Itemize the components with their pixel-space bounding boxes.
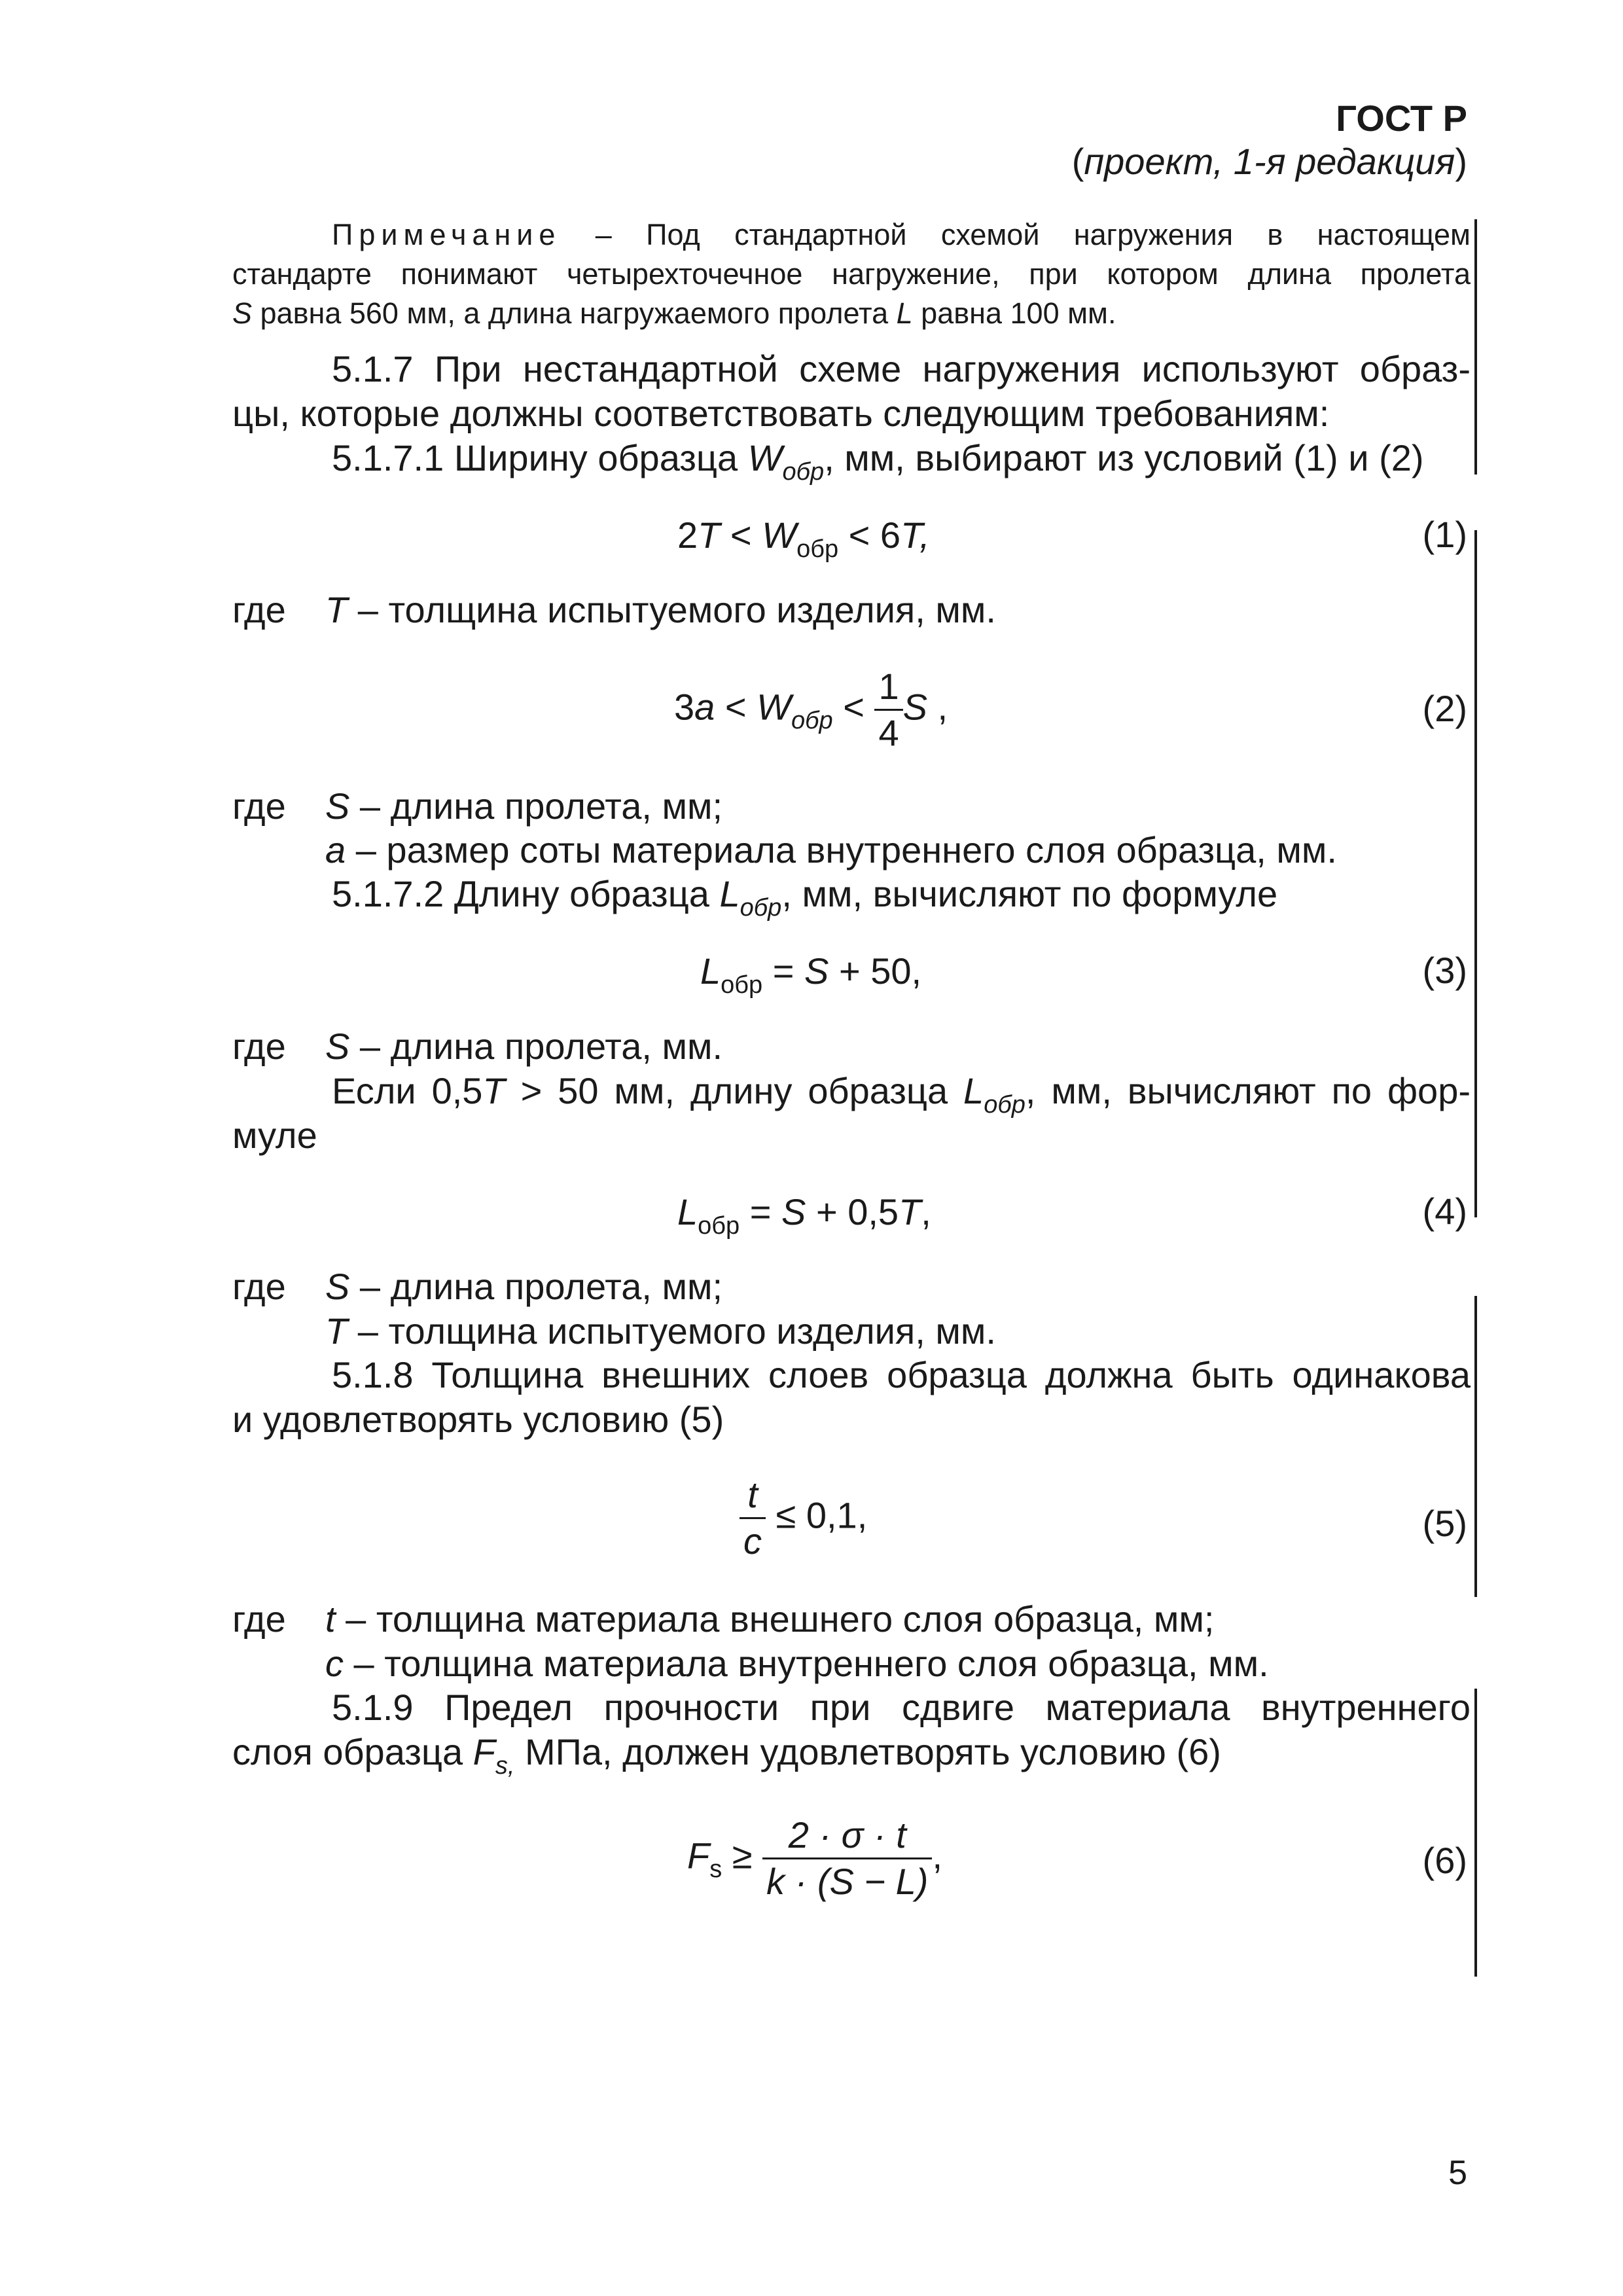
paragraph-5-1-8-line-1: 5.1.8 Толщина внешних слоев образца должна быть одинакова (332, 1354, 1471, 1395)
equation-number: (1) (1422, 514, 1467, 555)
text: Если 0,5 (332, 1070, 483, 1111)
eq-text: + 0,5 (806, 1191, 899, 1232)
var-a: a (325, 829, 346, 870)
eq-text: 2 (677, 514, 698, 556)
var-s: S (325, 1026, 350, 1067)
eq-text: = (762, 950, 805, 992)
var-s: S (902, 686, 927, 728)
var-c: c (325, 1643, 344, 1684)
change-bar (1474, 530, 1477, 1217)
var-s: S (804, 950, 829, 992)
fraction-numerator: 1 (878, 666, 899, 707)
change-bar (1474, 1689, 1477, 1977)
var-t: T, (901, 514, 930, 556)
where-label: где (232, 589, 286, 630)
text: 5.1.7.1 Ширину образца (332, 437, 748, 478)
text: – толщина испытуемого изделия, мм. (348, 589, 996, 630)
subtitle-text: проект, 1-я редакция (1084, 141, 1455, 182)
equation-number: (6) (1422, 1840, 1467, 1881)
where-label: где (232, 1026, 286, 1067)
equation-4 (677, 1190, 931, 1239)
paragraph-5-1-9-line-2 (232, 1730, 1221, 1779)
note-line-2: стандарте понимают четырехточечное нагружение, при котором длина пролета (232, 257, 1471, 291)
text: – длина пролета, мм; (349, 785, 723, 827)
paragraph-5-1-8-line-2: и удовлетворять условию (5) (232, 1399, 724, 1440)
note-line-1 (332, 216, 1471, 254)
paragraph-if-line-2: муле (232, 1115, 317, 1156)
text: – толщина материала внешнего слоя образца, мм; (335, 1598, 1215, 1640)
subtitle-paren-open: ( (1071, 141, 1084, 182)
paragraph-5-1-9-line-1: 5.1.9 Предел прочности при сдвиге материала внутреннего (332, 1687, 1471, 1728)
paragraph-5-1-7-line-2: цы, которые должны соответствовать следующим требованиям: (232, 393, 1330, 434)
subscript: обр (721, 971, 763, 999)
where-clause-cont (325, 1641, 1269, 1686)
eq-text: < (715, 686, 757, 728)
fraction-numerator: 2 · σ · t (788, 1814, 906, 1856)
equation-5 (740, 1473, 867, 1564)
equation-2 (674, 664, 948, 755)
eq-text: < 6 (838, 514, 901, 556)
equation-number: (5) (1422, 1503, 1467, 1544)
eq-text: < (832, 686, 875, 728)
text: – толщина испытуемого изделия, мм. (348, 1310, 996, 1352)
eq-text: 3 (674, 686, 695, 728)
var-l: L (700, 950, 721, 992)
paragraph-if-line-1 (332, 1069, 1471, 1118)
equation-number: (3) (1422, 950, 1467, 991)
text: > 50 мм, длину образца (505, 1070, 964, 1111)
text: МПа, должен удовлетворять условию (6) (514, 1731, 1221, 1772)
eq-text: ≤ 0,1, (766, 1494, 868, 1536)
subscript: обр (782, 458, 825, 486)
var-l: L (896, 296, 913, 330)
subscript: s, (495, 1752, 515, 1780)
fraction (874, 664, 902, 755)
text: – толщина материала внутреннего слоя образца, мм. (344, 1643, 1269, 1684)
where-clause (232, 784, 722, 829)
var-f: F (473, 1731, 495, 1772)
equation-6 (687, 1813, 942, 1904)
fraction (740, 1473, 766, 1564)
text: , мм, вычисляют по фор- (1025, 1070, 1471, 1111)
note-text: равна 100 мм. (912, 296, 1116, 330)
text: – длина пролета, мм; (349, 1266, 723, 1307)
var-w: W (757, 686, 791, 728)
where-clause (232, 1597, 1214, 1641)
eq-text: , (932, 1835, 943, 1876)
var-w: W (762, 514, 797, 556)
var-s: S (325, 785, 350, 827)
fraction-numerator: t (747, 1474, 758, 1515)
equation-1 (677, 513, 930, 562)
subscript: обр (698, 1212, 740, 1240)
var-s: S (781, 1191, 806, 1232)
fraction-denominator: 4 (874, 709, 902, 755)
where-clause (232, 1024, 722, 1069)
text: , мм, выбирают из условий (1) и (2) (824, 437, 1424, 478)
text: , мм, вычисляют по формуле (781, 873, 1278, 914)
page-number: 5 (1448, 2154, 1467, 2192)
var-f: F (687, 1835, 710, 1876)
where-clause (232, 1265, 722, 1309)
change-bar (1474, 1296, 1477, 1597)
text: – размер соты материала внутреннего слоя образца, мм. (346, 829, 1337, 870)
var-w: W (747, 437, 783, 478)
subscript: s (709, 1856, 722, 1884)
text: слоя образца (232, 1731, 473, 1772)
where-label: где (232, 785, 286, 827)
note-label: Примечание (332, 218, 562, 251)
subscript: обр (984, 1091, 1026, 1119)
equation-number: (2) (1422, 688, 1467, 729)
var-l: L (719, 873, 740, 914)
fraction (762, 1813, 932, 1904)
fraction-denominator: k · (S − L) (762, 1857, 932, 1904)
var-t: T (482, 1070, 505, 1111)
var-t: T (325, 1310, 348, 1352)
paragraph-5-1-7-line-1: 5.1.7 При нестандартной схеме нагружения используют образ- (332, 348, 1471, 389)
note-line-3 (232, 295, 1116, 332)
var-t: T (325, 589, 348, 630)
var-l: L (963, 1070, 984, 1111)
text: – длина пролета, мм. (349, 1026, 723, 1067)
where-clause (232, 588, 996, 632)
document-title: ГОСТ Р (1336, 98, 1467, 139)
subscript: обр (740, 894, 782, 922)
equation-number: (4) (1422, 1191, 1467, 1232)
var-t: T (698, 514, 721, 556)
eq-text: = (740, 1191, 782, 1232)
fraction-denominator: c (740, 1517, 766, 1564)
var-t: t (325, 1598, 336, 1640)
note-text: – Под стандартной схемой нагружения в настоящем (561, 218, 1471, 251)
subtitle-paren-close: ) (1455, 141, 1467, 182)
subscript: обр (791, 707, 833, 735)
var-t: T (899, 1191, 921, 1232)
eq-text: , (927, 686, 948, 728)
change-bar (1474, 219, 1477, 475)
eq-text: + 50, (829, 950, 922, 992)
where-label: где (232, 1266, 286, 1307)
var-s: S (232, 296, 253, 330)
where-clause-cont (325, 828, 1337, 872)
eq-text: , (921, 1191, 931, 1232)
var-s: S (325, 1266, 350, 1307)
equation-3 (700, 949, 921, 998)
subscript: обр (796, 535, 839, 563)
var-l: L (677, 1191, 698, 1232)
text: 5.1.7.2 Длину образца (332, 873, 720, 914)
note-text: равна 560 мм, а длина нагружаемого пролета (252, 296, 897, 330)
eq-text: ≥ (722, 1835, 763, 1876)
where-clause-cont (325, 1309, 996, 1354)
paragraph-5-1-7-1 (332, 436, 1424, 485)
var-a: a (694, 686, 715, 728)
where-label: где (232, 1598, 286, 1640)
eq-text: < (720, 514, 762, 556)
paragraph-5-1-7-2 (332, 872, 1277, 921)
document-subtitle (1072, 140, 1467, 183)
